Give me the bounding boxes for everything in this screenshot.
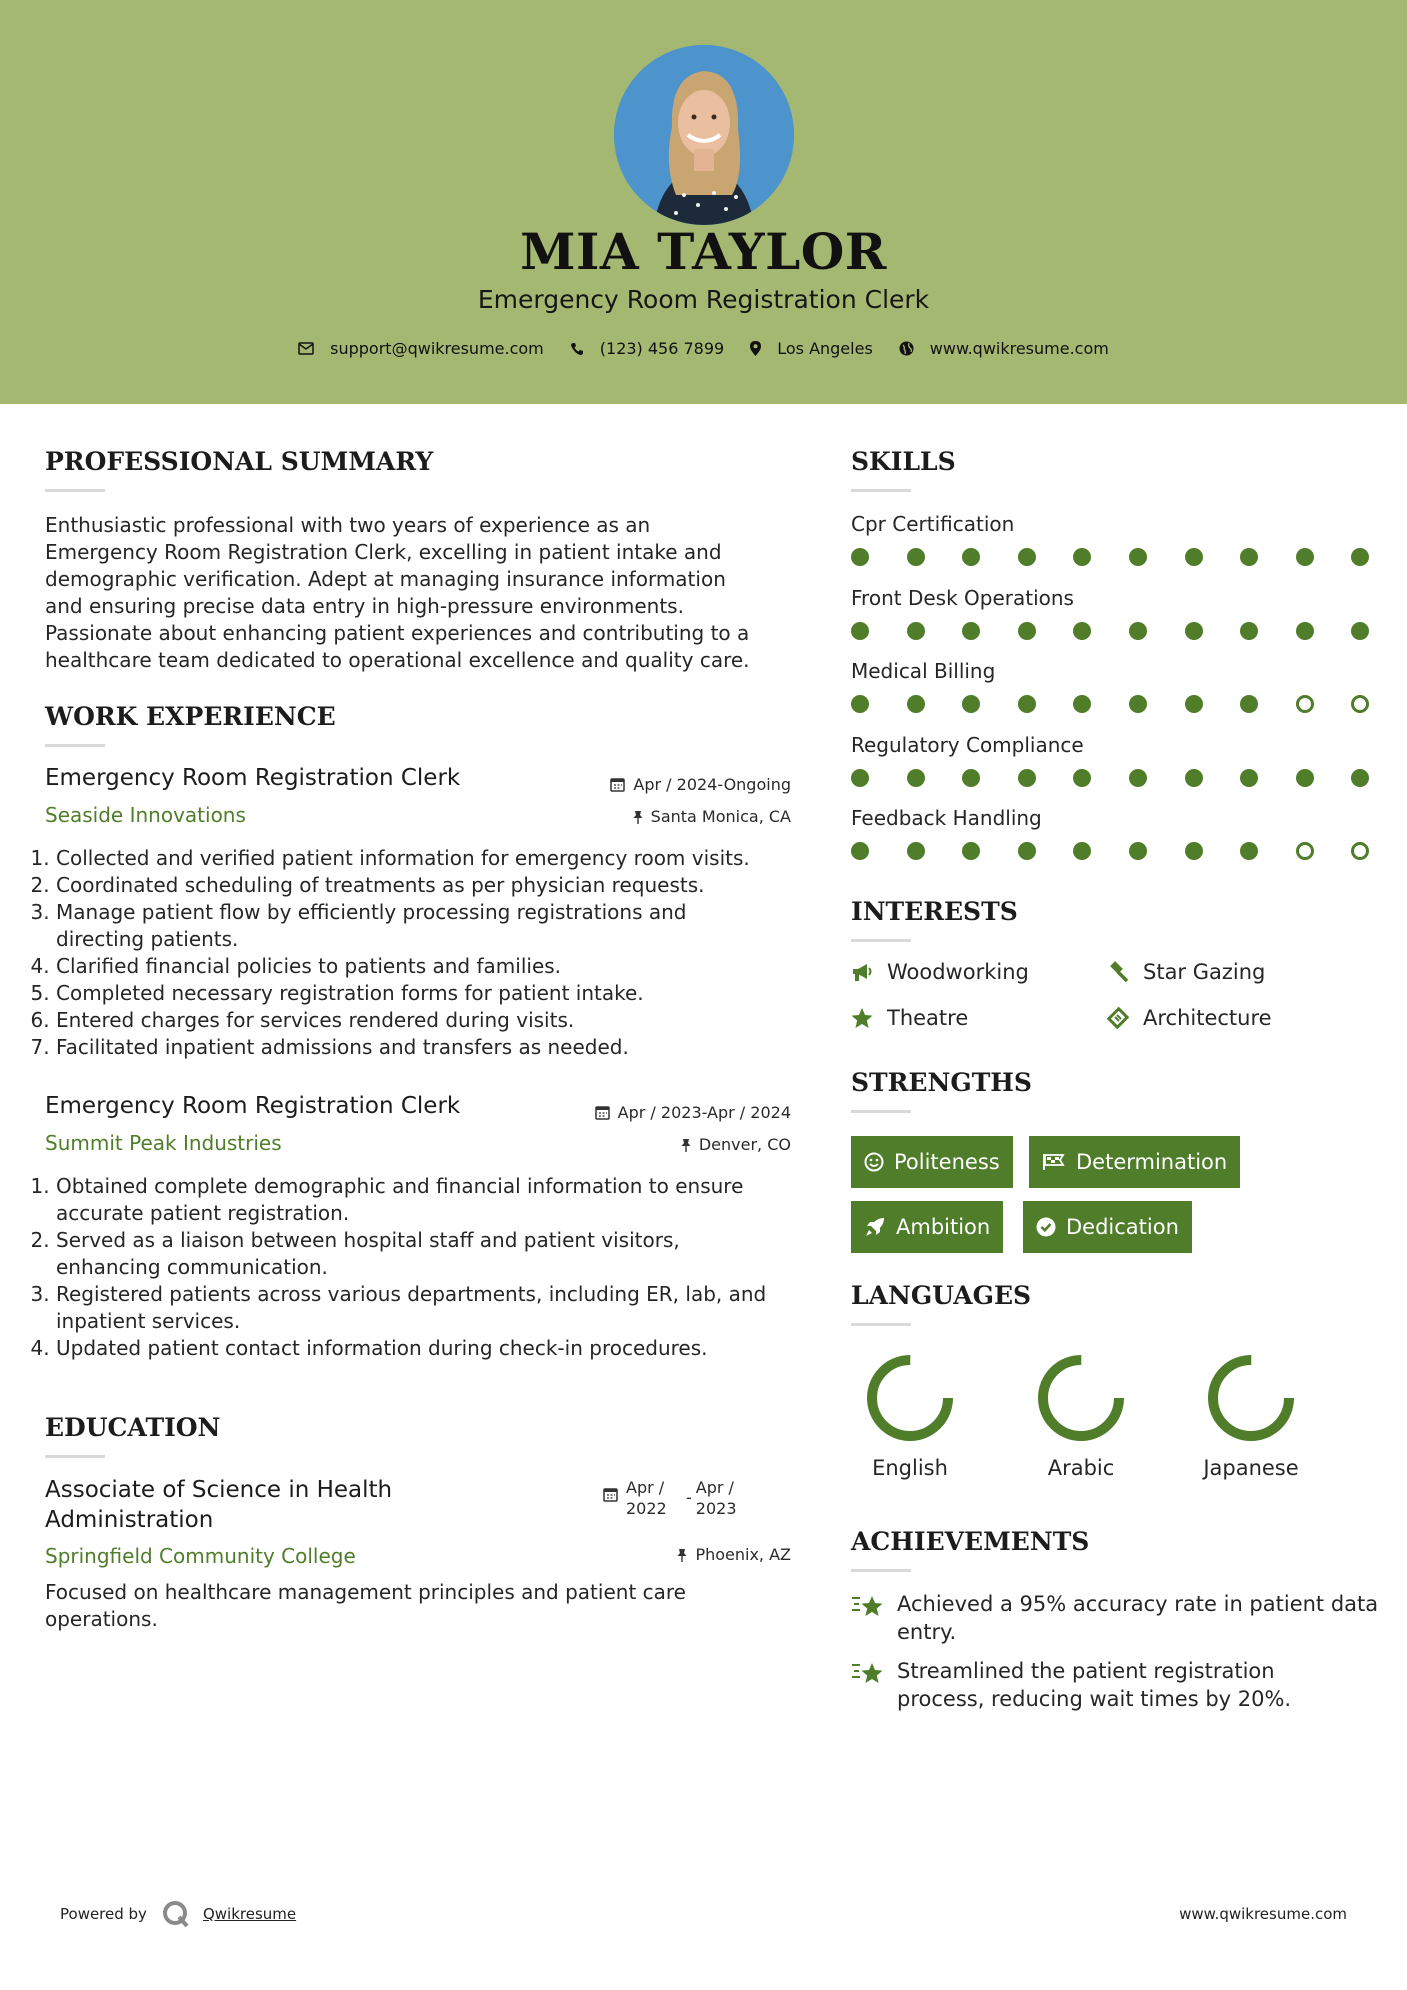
contact-bar — [0, 339, 1407, 358]
skill-dot-filled — [1185, 695, 1203, 713]
candidate-name: MIA TAYLOR — [520, 222, 887, 281]
check-circle-icon — [1036, 1217, 1056, 1237]
list-item: 1. Collected and verified patient information for emergency room visits. — [56, 845, 818, 872]
achievement-item — [851, 1657, 1291, 1713]
phone-icon — [570, 342, 584, 356]
list-item: 1. Obtained complete demographic and financial information to ensure accurate patient registration. — [56, 1173, 808, 1227]
skill-dot-filled — [851, 622, 869, 640]
skill-dot-filled — [1073, 842, 1091, 860]
interest-star-gazing — [1107, 960, 1265, 984]
skill-dot-filled — [907, 622, 925, 640]
summary-heading: PROFESSIONAL SUMMARY — [45, 447, 434, 476]
summary-line: and ensuring precise data entry in high-pressure environments. — [45, 594, 684, 618]
skill-dot-empty — [1351, 695, 1369, 713]
profile-photo — [614, 45, 794, 225]
strength-label: Determination — [1076, 1150, 1228, 1174]
skill-dot-filled — [1351, 769, 1369, 787]
summary-line: healthcare team dedicated to operational excellence and quality care. — [45, 648, 750, 672]
skills-heading: SKILLS — [851, 447, 956, 476]
skill-dot-filled — [1129, 622, 1147, 640]
education-dash: - — [686, 1488, 692, 1507]
list-item: 2. Served as a liaison between hospital staff and patient visitors, enhancing communication. — [56, 1227, 736, 1281]
skill-dot-filled — [1018, 548, 1036, 566]
flag-icon — [1042, 1153, 1066, 1171]
list-item: 7. Facilitated inpatient admissions and transfers as needed. — [56, 1034, 818, 1061]
skill-dot-filled — [851, 769, 869, 787]
achievement-text — [897, 1657, 1291, 1713]
skill-dot-filled — [1073, 548, 1091, 566]
smile-icon — [864, 1152, 884, 1172]
strength-determination — [1029, 1136, 1240, 1188]
ticket-icon — [1107, 1007, 1129, 1029]
achievements-heading: ACHIEVEMENTS — [851, 1527, 1090, 1556]
list-item: 5. Completed necessary registration forms for patient intake. — [56, 980, 818, 1007]
strength-label: Politeness — [894, 1150, 1000, 1174]
job-dates-text: Apr / 2023-Apr / 2024 — [617, 1103, 791, 1122]
skill-level-dots — [851, 695, 1407, 713]
pushpin-icon — [633, 810, 643, 824]
skill-dot-filled — [1296, 769, 1314, 787]
interests-heading: INTERESTS — [851, 897, 1018, 926]
list-item: 6. Entered charges for services rendered during visits. — [56, 1007, 818, 1034]
strength-label: Ambition — [896, 1215, 991, 1239]
list-item: 4. Clarified financial policies to patients and families. — [56, 953, 818, 980]
calendar-icon — [595, 1105, 610, 1120]
job-duties — [38, 845, 818, 1061]
job-title: Emergency Room Registration Clerk — [45, 1093, 461, 1119]
list-item: 2. Coordinated scheduling of treatments as per physician requests. — [56, 872, 818, 899]
skill-dot-filled — [1018, 622, 1036, 640]
skill-dot-filled — [1129, 695, 1147, 713]
rocket-icon — [864, 1216, 886, 1238]
skill-dot-filled — [1240, 842, 1258, 860]
skill-dot-filled — [1185, 769, 1203, 787]
strengths-heading: STRENGTHS — [851, 1068, 1032, 1097]
skill-dot-filled — [1073, 769, 1091, 787]
skill-dot-filled — [1018, 842, 1036, 860]
pushpin-icon — [677, 1548, 687, 1562]
skill-dot-filled — [962, 622, 980, 640]
contact-location — [750, 339, 873, 358]
language-label: Japanese — [1203, 1456, 1299, 1480]
strength-politeness — [851, 1136, 1013, 1188]
strength-label: Dedication — [1066, 1215, 1179, 1239]
skill-dot-filled — [1185, 548, 1203, 566]
envelope-icon — [298, 342, 314, 355]
pushpin-icon — [681, 1138, 691, 1152]
skill-dot-filled — [1240, 548, 1258, 566]
skills-rule — [851, 489, 911, 492]
interest-label: Woodworking — [887, 960, 1029, 984]
skill-dot-filled — [851, 548, 869, 566]
skill-dot-filled — [907, 769, 925, 787]
school-name: Springfield Community College — [45, 1544, 356, 1568]
language-progress-arc — [872, 1360, 948, 1436]
job-location-text: Denver, CO — [698, 1135, 791, 1154]
skill-label: Feedback Handling — [851, 806, 1042, 830]
skill-dot-filled — [962, 548, 980, 566]
email-text: support@qwikresume.com — [330, 339, 544, 358]
achievement-text — [897, 1590, 1378, 1646]
degree-line: Administration — [45, 1507, 214, 1533]
interest-theatre — [851, 1006, 968, 1030]
globe-icon — [899, 341, 914, 356]
education-desc-line: operations. — [45, 1607, 158, 1631]
job-company: Summit Peak Industries — [45, 1131, 282, 1155]
skill-dot-empty — [1296, 842, 1314, 860]
skill-dot-filled — [1240, 769, 1258, 787]
powered-by-text: Powered by — [60, 1905, 147, 1923]
language-item — [1186, 1352, 1316, 1480]
achievement-item — [851, 1590, 1378, 1646]
shooting-star-icon — [851, 1592, 885, 1620]
job-company: Seaside Innovations — [45, 803, 246, 827]
skill-dot-filled — [907, 842, 925, 860]
interest-label: Theatre — [887, 1006, 969, 1030]
footer-powered-by — [60, 1899, 296, 1929]
shooting-star-icon — [851, 1659, 885, 1687]
skill-level-dots — [851, 622, 1407, 640]
summary-line: Passionate about enhancing patient experiences and contributing to a — [45, 621, 750, 645]
degree-title — [45, 1475, 392, 1535]
skill-dot-filled — [1351, 548, 1369, 566]
skill-dot-filled — [1185, 842, 1203, 860]
education-end-month: Apr / — [695, 1478, 734, 1497]
skill-dot-filled — [1240, 695, 1258, 713]
skill-dot-filled — [1351, 622, 1369, 640]
degree-line: Associate of Science in Health — [45, 1477, 393, 1503]
education-description — [45, 1579, 805, 1633]
education-start — [626, 1477, 686, 1519]
candidate-role: Emergency Room Registration Clerk — [477, 285, 930, 314]
language-progress-ring — [1035, 1352, 1127, 1444]
languages-rule — [851, 1323, 911, 1326]
skill-dot-filled — [1129, 548, 1147, 566]
resume-header — [0, 0, 1407, 404]
contact-phone[interactable] — [570, 339, 724, 358]
job-location — [681, 1135, 791, 1154]
map-pin-icon — [750, 341, 761, 356]
language-progress-ring — [1205, 1352, 1297, 1444]
footer-website[interactable]: www.qwikresume.com — [1179, 1905, 1347, 1923]
qwikresume-link[interactable]: Qwikresume — [202, 1905, 297, 1923]
job-dates — [595, 1103, 791, 1122]
skill-level-dots — [851, 769, 1407, 787]
avatar — [614, 45, 794, 225]
education-location — [677, 1545, 791, 1564]
education-start-month: Apr / — [626, 1478, 665, 1497]
strength-dedication — [1023, 1201, 1192, 1253]
skill-dot-filled — [1296, 548, 1314, 566]
contact-website[interactable] — [899, 339, 1109, 358]
education-end — [696, 1477, 737, 1519]
contact-email[interactable] — [298, 339, 544, 358]
summary-rule — [45, 489, 105, 492]
calendar-icon — [603, 1487, 618, 1502]
achievements-rule — [851, 1569, 911, 1572]
skill-level-dots — [851, 842, 1407, 860]
job-title: Emergency Room Registration Clerk — [45, 765, 461, 791]
skill-dot-filled — [851, 695, 869, 713]
summary-line: demographic verification. Adept at managing insurance information — [45, 567, 726, 591]
interest-label: Architecture — [1143, 1006, 1272, 1030]
language-label: English — [872, 1456, 948, 1480]
language-item — [845, 1352, 975, 1480]
skill-dot-empty — [1296, 695, 1314, 713]
skill-dot-filled — [851, 842, 869, 860]
language-progress-arc — [1043, 1360, 1119, 1436]
languages-heading: LANGUAGES — [851, 1281, 1032, 1310]
education-rule — [45, 1455, 105, 1458]
summary-text — [45, 512, 805, 674]
strength-ambition — [851, 1201, 1003, 1253]
skill-dot-filled — [907, 695, 925, 713]
skill-dot-filled — [1073, 622, 1091, 640]
achievement-line: process, reducing wait times by 20%. — [897, 1687, 1292, 1711]
skill-dot-filled — [1185, 622, 1203, 640]
interest-label: Star Gazing — [1143, 960, 1266, 984]
experience-rule — [45, 744, 105, 747]
gavel-icon — [1107, 961, 1129, 983]
location-text: Los Angeles — [777, 339, 873, 358]
education-desc-line: Focused on healthcare management principles and patient care — [45, 1580, 686, 1604]
megaphone-icon — [851, 962, 873, 982]
skill-dot-filled — [1129, 769, 1147, 787]
skill-dot-filled — [1018, 769, 1036, 787]
qwikresume-logo-icon — [161, 1899, 191, 1929]
language-item — [1016, 1352, 1146, 1480]
experience-heading: WORK EXPERIENCE — [45, 702, 336, 731]
star-icon — [851, 1008, 873, 1029]
skill-label: Regulatory Compliance — [851, 732, 1084, 757]
job-location — [633, 807, 791, 826]
skill-dot-filled — [1240, 622, 1258, 640]
interests-rule — [851, 939, 911, 942]
education-heading: EDUCATION — [45, 1413, 221, 1442]
skill-label: Cpr Certification — [851, 512, 1015, 536]
job-duties — [38, 1173, 808, 1362]
phone-text: (123) 456 7899 — [599, 339, 725, 358]
education-location-text: Phoenix, AZ — [695, 1545, 791, 1564]
language-progress-arc — [1213, 1360, 1289, 1436]
strengths-rule — [851, 1110, 911, 1113]
education-start-year: 2022 — [626, 1499, 667, 1518]
language-label: Arabic — [1047, 1456, 1115, 1480]
skill-label: Medical Billing — [851, 659, 996, 683]
website-text: www.qwikresume.com — [929, 339, 1109, 358]
list-item: 3. Registered patients across various departments, including ER, lab, and inpatient services. — [56, 1281, 786, 1335]
skill-dot-filled — [962, 842, 980, 860]
interest-architecture — [1107, 1006, 1272, 1030]
language-progress-ring — [864, 1352, 956, 1444]
job-dates — [610, 775, 791, 794]
skill-dot-filled — [1073, 695, 1091, 713]
skill-dot-filled — [1129, 842, 1147, 860]
skill-level-dots — [851, 548, 1407, 566]
achievement-line: Achieved a 95% accuracy rate in patient data — [897, 1592, 1379, 1616]
job-dates-text: Apr / 2024-Ongoing — [633, 775, 791, 794]
skill-dot-filled — [1018, 695, 1036, 713]
summary-line: Emergency Room Registration Clerk, excelling in patient intake and — [45, 540, 722, 564]
list-item: 4. Updated patient contact information during check-in procedures. — [56, 1335, 808, 1362]
job-location-text: Santa Monica, CA — [650, 807, 791, 826]
skill-dot-filled — [962, 769, 980, 787]
achievement-line: entry. — [897, 1620, 957, 1644]
interest-woodworking — [851, 960, 1029, 984]
skill-dot-filled — [907, 548, 925, 566]
summary-line: Enthusiastic professional with two years of experience as an — [45, 513, 651, 537]
skill-dot-filled — [1296, 622, 1314, 640]
calendar-icon — [610, 777, 625, 792]
skill-dot-filled — [962, 695, 980, 713]
skill-label: Front Desk Operations — [851, 585, 1074, 610]
skill-dot-empty — [1351, 842, 1369, 860]
education-dates — [603, 1477, 737, 1519]
list-item: 3. Manage patient flow by efficiently processing registrations and directing patients. — [56, 899, 756, 953]
education-end-year: 2023 — [695, 1499, 737, 1518]
achievement-line: Streamlined the patient registration — [897, 1659, 1275, 1683]
